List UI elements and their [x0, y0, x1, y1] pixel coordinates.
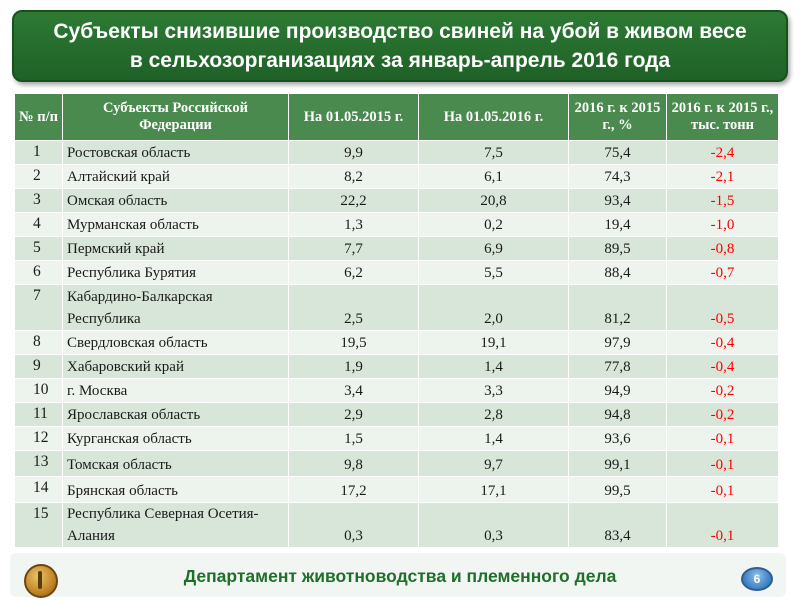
cell-num: 2: [15, 165, 63, 189]
cell-num: 7: [15, 285, 63, 331]
cell-pct: 89,5: [569, 237, 667, 261]
slide-title-line2: в сельхозорганизациях за январь-апрель 2016 года: [129, 49, 671, 72]
cell-2016: 2,0: [419, 285, 569, 331]
cell-diff: -0,8: [667, 237, 779, 261]
cell-diff: -0,1: [667, 503, 779, 548]
table-row: [15, 427, 779, 451]
cell-2015: 22,2: [289, 189, 419, 213]
cell-pct: 99,5: [569, 477, 667, 503]
cell-pct: 81,2: [569, 285, 667, 331]
col-header-2015: На 01.05.2015 г.: [289, 94, 419, 141]
table-row: [15, 403, 779, 427]
cell-pct: 94,8: [569, 403, 667, 427]
table-row: [15, 237, 779, 261]
cell-subject: Томская область: [63, 451, 289, 477]
table-row: [15, 261, 779, 285]
cell-2015: 1,9: [289, 355, 419, 379]
cell-diff: -2,1: [667, 165, 779, 189]
slide-title: [12, 10, 788, 82]
cell-2015: 3,4: [289, 379, 419, 403]
cell-num: 6: [15, 261, 63, 285]
cell-subject: Брянская область: [63, 477, 289, 503]
table-row: [15, 451, 779, 477]
cell-subject: Хабаровский край: [63, 355, 289, 379]
cell-num: 3: [15, 189, 63, 213]
cell-2015: 8,2: [289, 165, 419, 189]
cell-2016: 6,9: [419, 237, 569, 261]
cell-subject: Свердловская область: [63, 331, 289, 355]
page-number-badge: 6: [741, 567, 773, 591]
cell-num: 15: [15, 503, 63, 548]
cell-2015: 6,2: [289, 261, 419, 285]
table-row: [15, 503, 779, 548]
cell-num: 5: [15, 237, 63, 261]
cell-2016: 6,1: [419, 165, 569, 189]
cell-num: 14: [15, 477, 63, 503]
table-row: [15, 285, 779, 331]
cell-subject: Республика Северная Осетия-Алания: [63, 503, 289, 548]
cell-2016: 0,3: [419, 503, 569, 548]
cell-pct: 97,9: [569, 331, 667, 355]
cell-2016: 19,1: [419, 331, 569, 355]
cell-2016: 1,4: [419, 427, 569, 451]
cell-pct: 93,4: [569, 189, 667, 213]
cell-subject: Ярославская область: [63, 403, 289, 427]
cell-pct: 74,3: [569, 165, 667, 189]
cell-diff: -0,2: [667, 379, 779, 403]
cell-2016: 1,4: [419, 355, 569, 379]
cell-diff: -1,5: [667, 189, 779, 213]
cell-2015: 2,9: [289, 403, 419, 427]
cell-2015: 0,3: [289, 503, 419, 548]
col-header-subject: Субъекты Российской Федерации: [63, 94, 289, 141]
cell-subject: Мурманская область: [63, 213, 289, 237]
cell-pct: 75,4: [569, 141, 667, 165]
table-row: [15, 165, 779, 189]
cell-num: 11: [15, 403, 63, 427]
cell-pct: 88,4: [569, 261, 667, 285]
cell-2016: 2,8: [419, 403, 569, 427]
col-header-2016: На 01.05.2016 г.: [419, 94, 569, 141]
cell-2016: 9,7: [419, 451, 569, 477]
col-header-diff: 2016 г. к 2015 г., тыс. тонн: [667, 94, 779, 141]
cell-num: 1: [15, 141, 63, 165]
cell-diff: -2,4: [667, 141, 779, 165]
table-row: [15, 379, 779, 403]
cell-diff: -1,0: [667, 213, 779, 237]
cell-diff: -0,1: [667, 477, 779, 503]
cell-subject: Республика Бурятия: [63, 261, 289, 285]
footer-department: Департамент животноводства и племенного дела: [183, 566, 617, 586]
cell-subject: Курганская область: [63, 427, 289, 451]
cell-2016: 7,5: [419, 141, 569, 165]
cell-diff: -0,4: [667, 355, 779, 379]
cell-2016: 3,3: [419, 379, 569, 403]
cell-pct: 19,4: [569, 213, 667, 237]
cell-num: 4: [15, 213, 63, 237]
cell-subject: Кабардино-Балкарская Республика: [63, 285, 289, 331]
cell-num: 10: [15, 379, 63, 403]
cell-num: 12: [15, 427, 63, 451]
col-header-pct: 2016 г. к 2015 г., %: [569, 94, 667, 141]
table-header-row: [15, 94, 779, 141]
cell-pct: 83,4: [569, 503, 667, 548]
data-table: [14, 93, 779, 548]
cell-subject: г. Москва: [63, 379, 289, 403]
cell-pct: 77,8: [569, 355, 667, 379]
cell-2015: 1,5: [289, 427, 419, 451]
cell-2015: 9,9: [289, 141, 419, 165]
cell-2016: 17,1: [419, 477, 569, 503]
table-row: [15, 477, 779, 503]
cell-2016: 0,2: [419, 213, 569, 237]
cell-2016: 20,8: [419, 189, 569, 213]
cell-num: 13: [15, 451, 63, 477]
col-header-num: № п/п: [15, 94, 63, 141]
table-row: [15, 141, 779, 165]
cell-pct: 94,9: [569, 379, 667, 403]
cell-diff: -0,7: [667, 261, 779, 285]
table-row: [15, 331, 779, 355]
cell-subject: Алтайский край: [63, 165, 289, 189]
table-row: [15, 213, 779, 237]
cell-diff: -0,2: [667, 403, 779, 427]
cell-subject: Пермский край: [63, 237, 289, 261]
cell-num: 9: [15, 355, 63, 379]
cell-2015: 17,2: [289, 477, 419, 503]
cell-diff: -0,1: [667, 451, 779, 477]
cell-pct: 99,1: [569, 451, 667, 477]
cell-2015: 19,5: [289, 331, 419, 355]
cell-num: 8: [15, 331, 63, 355]
cell-subject: Ростовская область: [63, 141, 289, 165]
cell-2015: 7,7: [289, 237, 419, 261]
table-row: [15, 355, 779, 379]
cell-2016: 5,5: [419, 261, 569, 285]
cell-diff: -0,1: [667, 427, 779, 451]
cell-2015: 9,8: [289, 451, 419, 477]
cell-subject: Омская область: [63, 189, 289, 213]
slide-title-line1: Субъекты снизившие производство свиней на убой в живом весе: [53, 20, 747, 43]
table-body: [15, 141, 779, 548]
cell-diff: -0,5: [667, 285, 779, 331]
cell-2015: 1,3: [289, 213, 419, 237]
cell-diff: -0,4: [667, 331, 779, 355]
table-row: [15, 189, 779, 213]
cell-pct: 93,6: [569, 427, 667, 451]
ministry-logo-icon: [24, 564, 58, 598]
cell-2015: 2,5: [289, 285, 419, 331]
